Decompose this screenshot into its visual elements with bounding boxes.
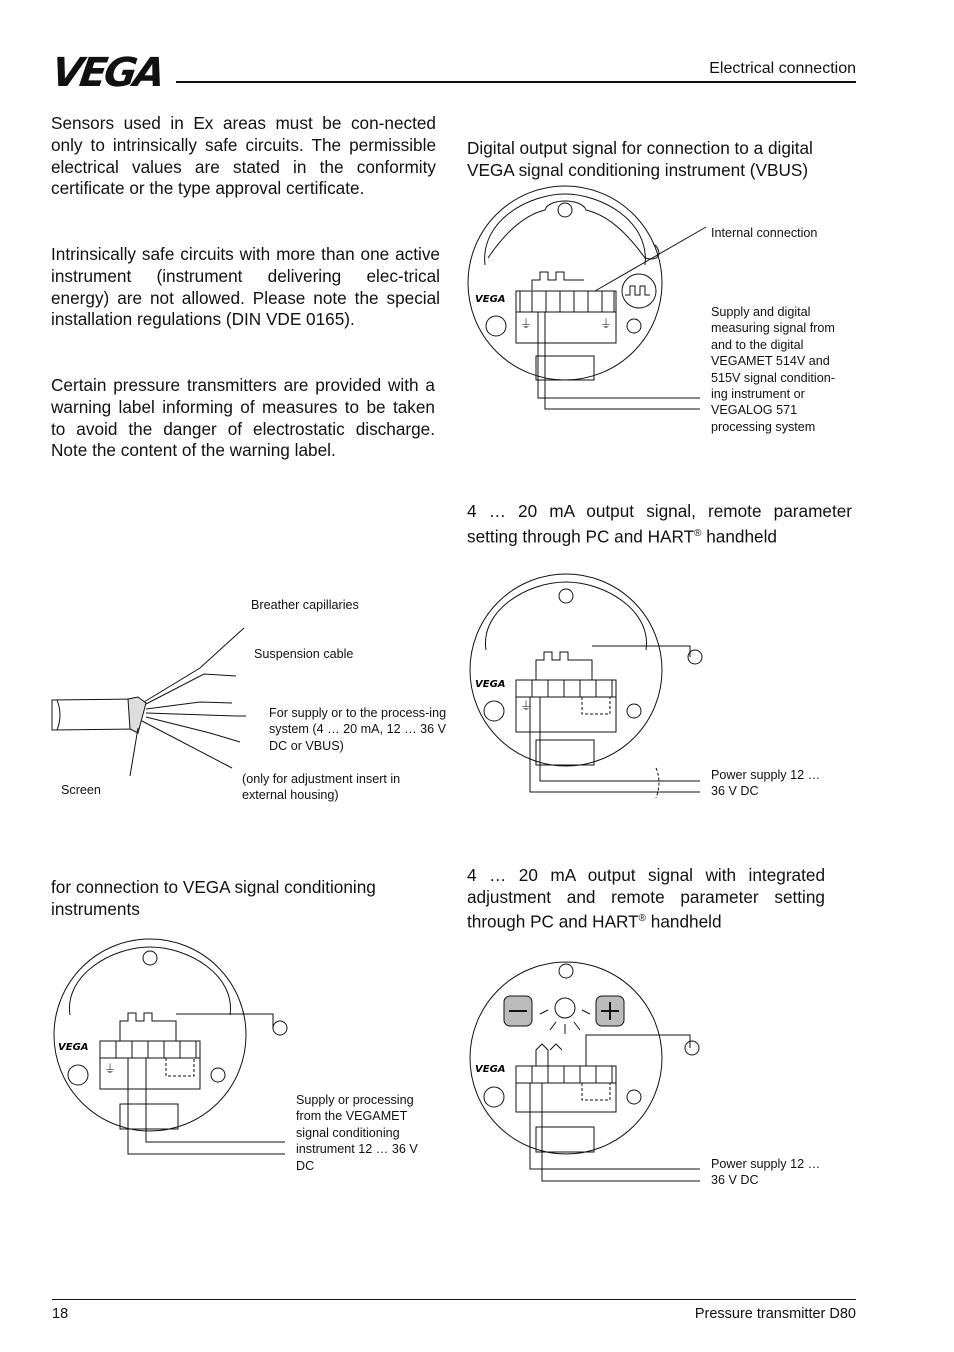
vega-mini-logo-4: VEGA: [475, 1064, 506, 1075]
label-suspension: Suspension cable: [254, 647, 354, 661]
label-power-1: Power supply 12 … 36 V DC: [711, 768, 821, 799]
product-name: Pressure transmitter D80: [694, 1306, 856, 1322]
section-title: Electrical connection: [709, 60, 856, 77]
title-integrated-text: 4 … 20 mA output signal with integrated adjustment and remote parameter setting through PC and HART: [467, 865, 825, 932]
title-digital: Digital output signal for connection to a digital VEGA signal conditioning instrument (VBUS): [467, 138, 813, 180]
label-adjustment: (only for adjustment insert in external housing): [242, 772, 401, 803]
reg-mark-2: ®: [638, 913, 647, 924]
label-process-supply: For supply or to the process-ing system (4 … 20 mA, 12 … 36 V DC or VBUS): [269, 706, 447, 753]
vega-mini-logo-3: VEGA: [58, 1042, 89, 1053]
footer-rule: [52, 1299, 856, 1300]
vega-logo: VEGA: [48, 50, 166, 96]
vega-mini-logo-2: VEGA: [475, 679, 506, 690]
label-screen: Screen: [61, 783, 101, 797]
para-intrinsic: Intrinsically safe circuits with more than one active instrument (instrument delivering elec-trical energy) are not allowed. Please note the special installation regulations (DIN VDE 0165).: [51, 244, 440, 330]
title-integrated-end: handheld: [646, 911, 722, 932]
vega-mini-logo: VEGA: [475, 294, 506, 305]
label-breather: Breather capillaries: [251, 598, 359, 612]
title-hart-text: 4 … 20 mA output signal, remote parameter setting through PC and HART: [467, 501, 852, 547]
para-warning: Certain pressure transmitters are provided with a warning label informing of measures to be taken to avoid the danger of electrostatic discharge. Note the content of the warning label.: [51, 375, 435, 461]
label-internal: Internal connection: [711, 226, 818, 240]
ground-icon-3: ⏚: [520, 699, 533, 713]
page-number: 18: [52, 1306, 69, 1322]
reg-mark: ®: [694, 527, 702, 539]
ground-icon: ⏚: [520, 317, 533, 331]
label-power-2: Power supply 12 … 36 V DC: [711, 1157, 821, 1188]
title-hart-end: handheld: [701, 526, 777, 547]
label-vegamet-supply: Supply or processing from the VEGAMET signal conditioning instrument 12 … 36 V DC: [296, 1093, 418, 1173]
ground-icon-4: ⏚: [104, 1062, 117, 1076]
label-supply-digital: Supply and digital measuring signal from and to the digital VEGAMET 514V and 515V signal condition-ing instrument or VEGALOG 571 processing system: [711, 305, 835, 434]
title-vega-conditioning: for connection to VEGA signal conditioning instruments: [51, 877, 376, 919]
para-ex-areas: Sensors used in Ex areas must be con-nected only to intrinsically safe circuits. The permissible electrical values are stated in the conformity certificate or the type approval certificate.: [51, 113, 436, 199]
ground-icon-2: ⏚: [600, 317, 613, 331]
